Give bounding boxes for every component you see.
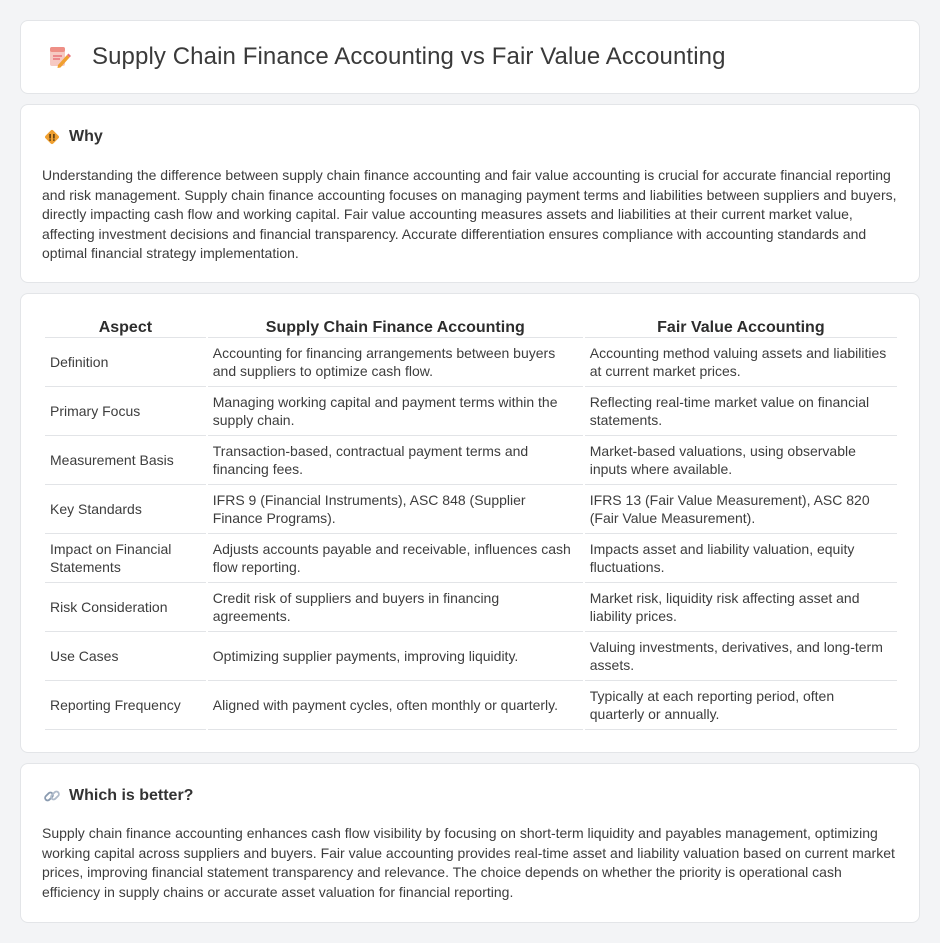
row-aspect: Definition (45, 338, 206, 387)
comparison-section (20, 293, 920, 753)
title-card (20, 20, 920, 94)
table-row (45, 632, 897, 681)
comparison-table (43, 314, 899, 730)
why-heading (43, 128, 103, 146)
row-aspect: Key Standards (45, 485, 206, 534)
row-aspect: Reporting Frequency (45, 681, 206, 730)
row-supply-chain: Adjusts accounts payable and receivable, influences cash flow reporting. (208, 534, 583, 583)
better-title: Which is better? (69, 787, 194, 804)
row-fair-value: IFRS 13 (Fair Value Measurement), ASC 820 (Fair Value Measurement). (585, 485, 897, 534)
row-supply-chain: Optimizing supplier payments, improving liquidity. (208, 632, 583, 681)
row-fair-value: Valuing investments, derivatives, and long-term assets. (585, 632, 897, 681)
table-row (45, 534, 897, 583)
better-text: Supply chain finance accounting enhances cash flow visibility by focusing on short-term liquidity and payables management, optimizing working capital across suppliers and buyers. Fair value accounting provides real-time asset and liability valuation based on current market prices, improving financial statement transparency and relevance. The choice depends on whether the priority is operational cash efficiency in supply chains or accurate asset valuation for financial reporting. (42, 825, 895, 900)
why-title: Why (69, 128, 103, 145)
row-fair-value: Accounting method valuing assets and liabilities at current market prices. (585, 338, 897, 387)
table-row (45, 436, 897, 485)
row-fair-value: Market risk, liquidity risk affecting asset and liability prices. (585, 583, 897, 632)
table-row (45, 485, 897, 534)
why-section (20, 104, 920, 283)
link-icon (43, 787, 61, 805)
row-fair-value: Typically at each reporting period, often quarterly or annually. (585, 681, 897, 730)
row-aspect: Use Cases (45, 632, 206, 681)
row-fair-value: Market-based valuations, using observable inputs where available. (585, 436, 897, 485)
row-supply-chain: Managing working capital and payment terms within the supply chain. (208, 387, 583, 436)
row-supply-chain: Transaction-based, contractual payment terms and financing fees. (208, 436, 583, 485)
why-text: Understanding the difference between supply chain finance accounting and fair value accounting is crucial for accurate financial reporting and risk management. Supply chain finance accounting focuses on managing payment terms and liabilities between suppliers and buyers, directly impacting cash flow and working capital. Fair value accounting measures assets and liabilities at their current market value, affecting investment decisions and financial transparency. Accurate differentiation ensures compliance with accounting standards and optimal financial strategy implementation. (42, 167, 897, 262)
row-fair-value: Impacts asset and liability valuation, equity fluctuations. (585, 534, 897, 583)
row-aspect: Impact on Financial Statements (45, 534, 206, 583)
row-supply-chain: IFRS 9 (Financial Instruments), ASC 848 (Supplier Finance Programs). (208, 485, 583, 534)
table-row (45, 583, 897, 632)
page-title: Supply Chain Finance Accounting vs Fair Value Accounting (92, 43, 726, 70)
header-supply-chain: Supply Chain Finance Accounting (208, 314, 583, 338)
row-fair-value: Reflecting real-time market value on financial statements. (585, 387, 897, 436)
document-edit-icon (46, 44, 72, 70)
diamond-warning-icon (43, 128, 61, 146)
row-supply-chain: Credit risk of suppliers and buyers in financing agreements. (208, 583, 583, 632)
header-fair-value: Fair Value Accounting (585, 314, 897, 338)
row-supply-chain: Aligned with payment cycles, often monthly or quarterly. (208, 681, 583, 730)
which-is-better-section (20, 763, 920, 923)
header-aspect: Aspect (45, 314, 206, 338)
table-row (45, 387, 897, 436)
table-row (45, 338, 897, 387)
table-header-row (45, 314, 897, 338)
row-supply-chain: Accounting for financing arrangements between buyers and suppliers to optimize cash flow. (208, 338, 583, 387)
better-heading (43, 787, 193, 805)
table-row (45, 681, 897, 730)
row-aspect: Measurement Basis (45, 436, 206, 485)
row-aspect: Primary Focus (45, 387, 206, 436)
row-aspect: Risk Consideration (45, 583, 206, 632)
